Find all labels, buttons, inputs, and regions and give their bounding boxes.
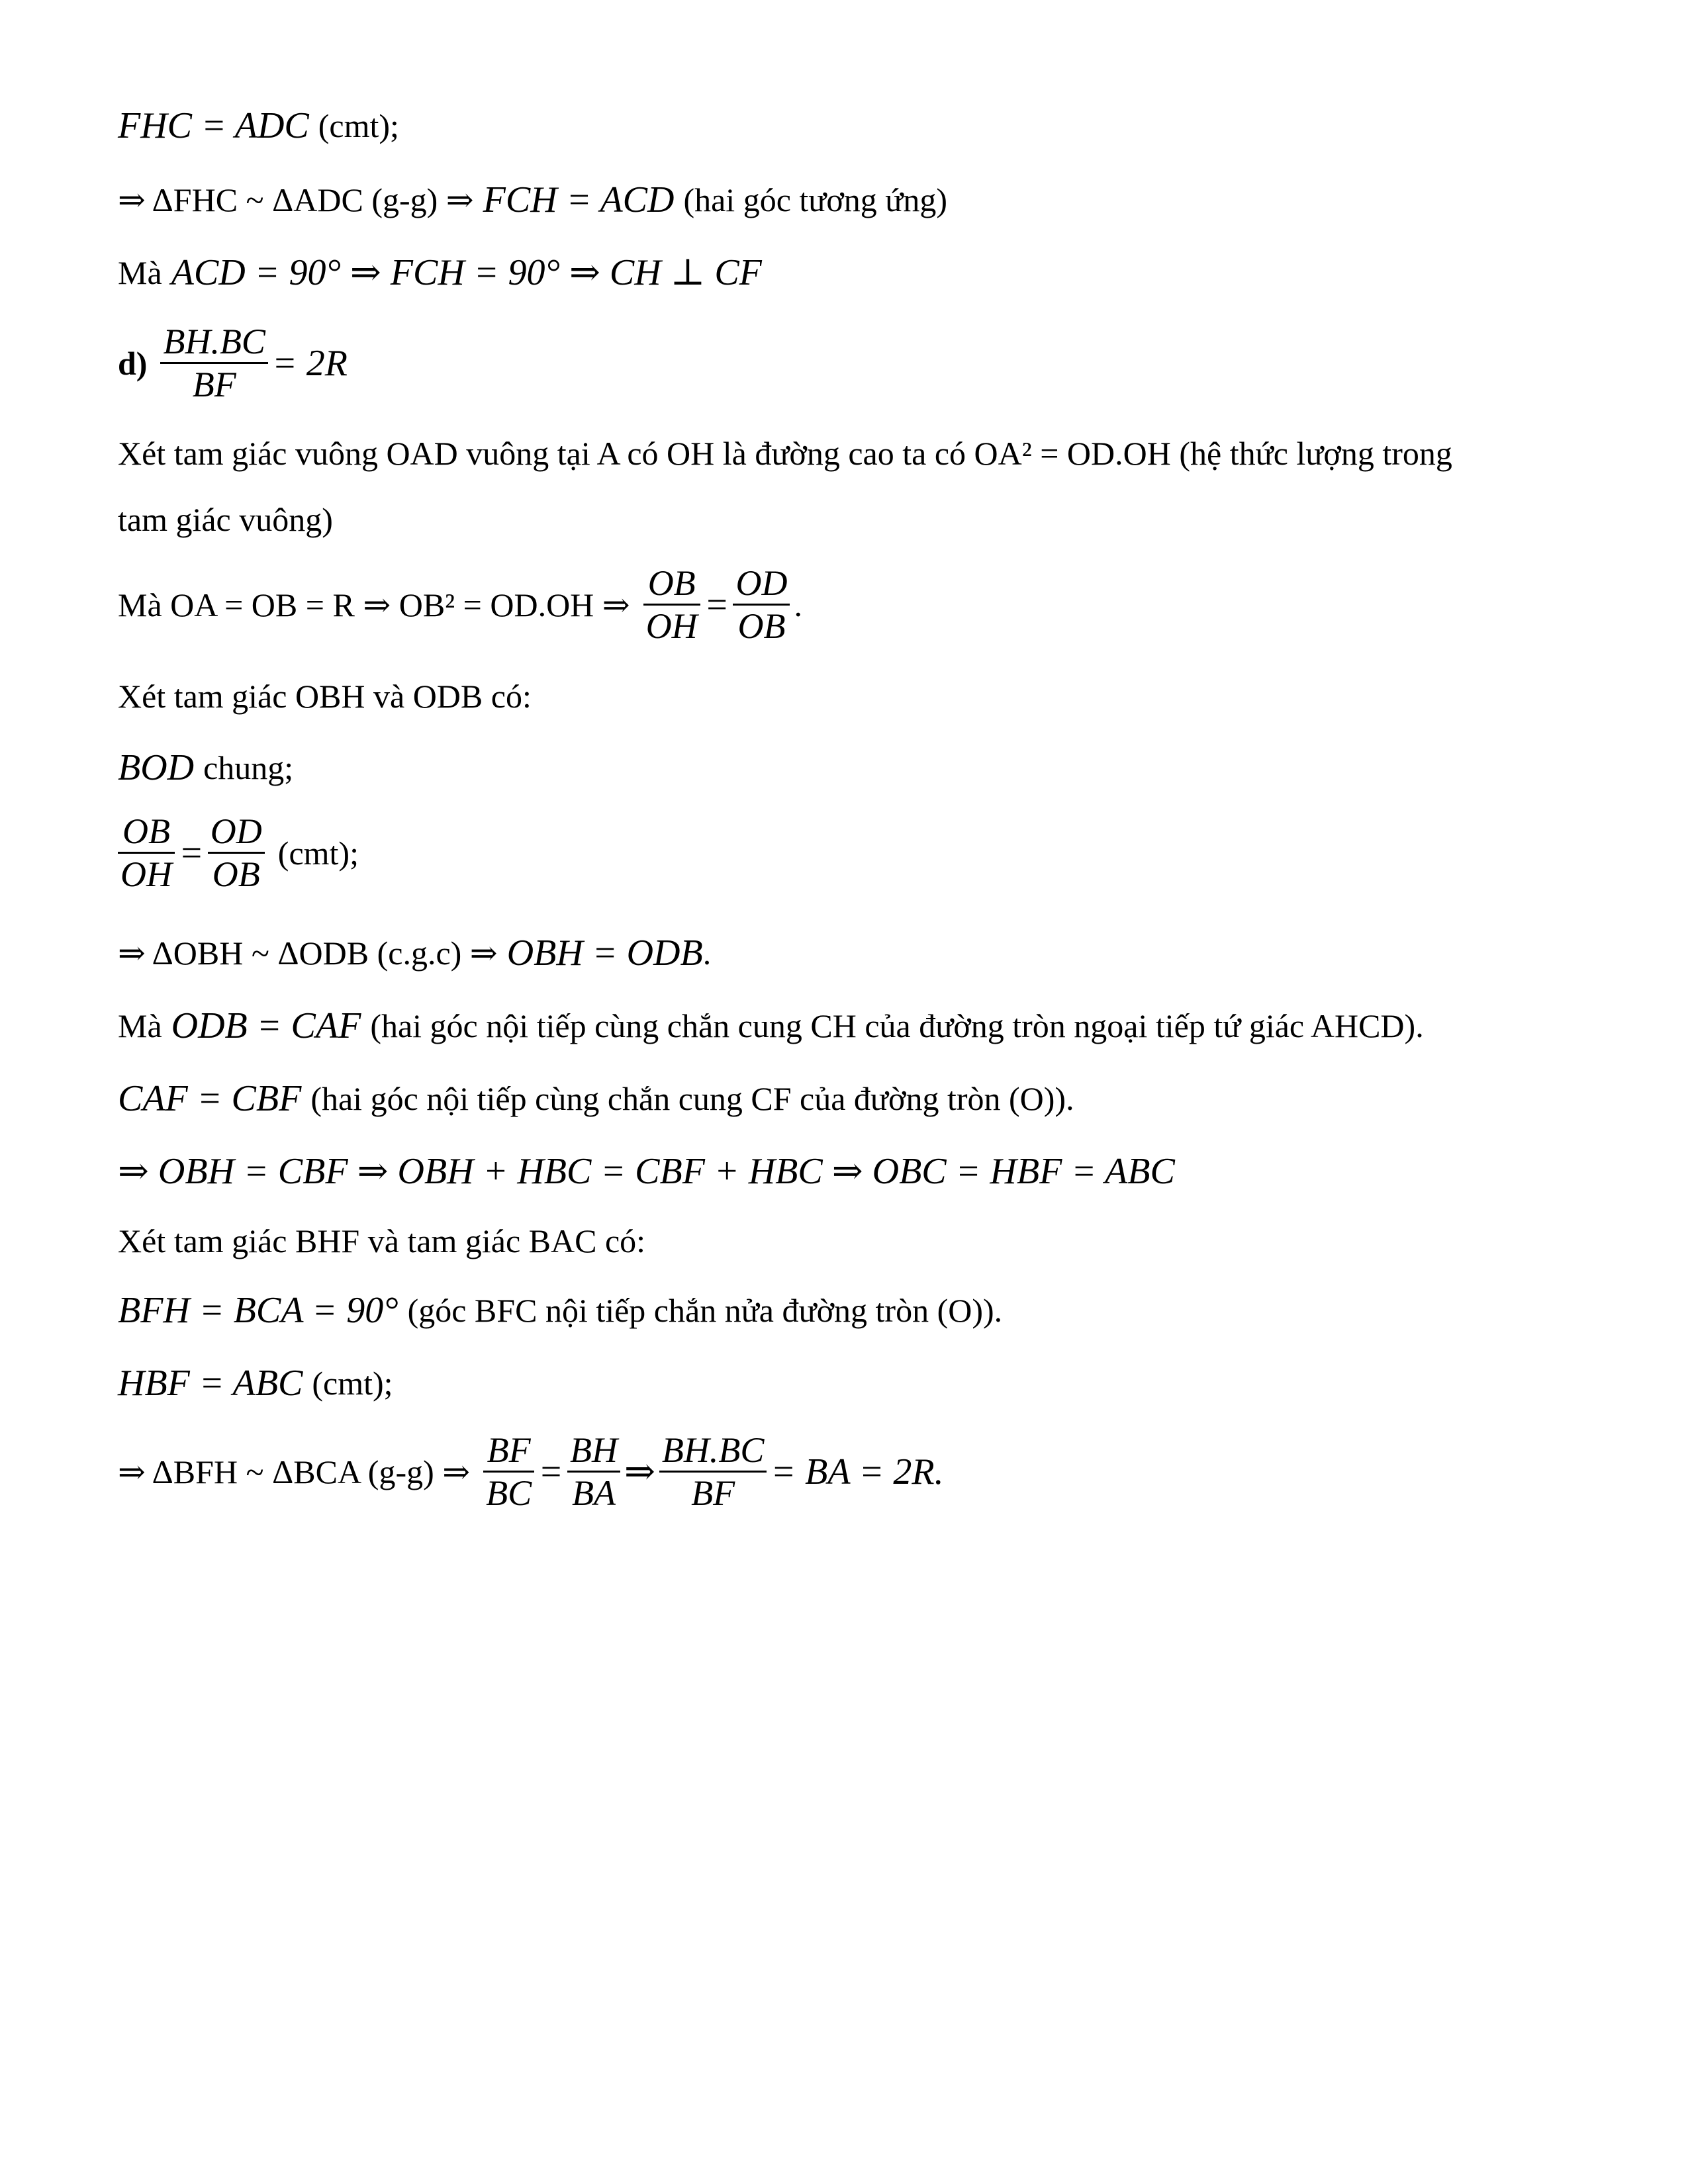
denominator: OB <box>737 606 786 646</box>
period: . <box>702 934 712 972</box>
text: ⇒ ΔBFH ~ ΔBCA (g-g) ⇒ <box>118 1453 471 1490</box>
text: Xét tam giác vuông OAD vuông tại A có OH là đường cao ta có OA² = OD.OH (hệ thức lượng trong <box>118 435 1452 472</box>
numerator: BH <box>569 1430 618 1470</box>
line-11 <box>118 933 711 973</box>
line-10 <box>118 811 359 895</box>
math-expression: BOD <box>118 747 195 788</box>
line-4 <box>118 321 348 405</box>
text: (hai góc nội tiếp cùng chắn cung CF của đường tròn (O)). <box>310 1080 1074 1117</box>
text: tam giác vuông) <box>118 501 333 538</box>
numerator: BF <box>487 1430 531 1470</box>
text: (góc BFC nội tiếp chắn nửa đường tròn (O)). <box>407 1292 1003 1329</box>
numerator: OB <box>647 563 696 603</box>
line-7 <box>118 563 802 647</box>
text: Mà <box>118 1007 162 1044</box>
line-14 <box>118 1152 1175 1191</box>
equals-sign: = <box>538 1451 563 1492</box>
line-16 <box>118 1291 1002 1330</box>
implies-arrow: ⇒ <box>624 1451 655 1492</box>
numerator: BH.BC <box>163 322 265 361</box>
text: (cmt); <box>318 107 399 144</box>
numerator: BH.BC <box>661 1430 765 1470</box>
fraction <box>208 811 265 895</box>
denominator: BA <box>571 1473 616 1513</box>
text: ⇒ ΔOBH ~ ΔODB (c.g.c) ⇒ <box>118 934 498 972</box>
fraction <box>118 811 175 895</box>
fraction <box>160 321 268 405</box>
text: (cmt); <box>312 1365 393 1402</box>
denominator: BC <box>486 1473 532 1513</box>
numerator: OD <box>210 811 262 851</box>
line-13 <box>118 1079 1074 1118</box>
text: Mà OA = OB = R ⇒ OB² = OD.OH ⇒ <box>118 586 630 623</box>
line-2 <box>118 180 947 220</box>
text: Mà <box>118 254 162 291</box>
line-9 <box>118 748 293 788</box>
line-6 <box>118 500 333 539</box>
math-expression: OBH = ODB <box>506 933 703 974</box>
equals-sign: = <box>704 584 729 625</box>
fraction <box>567 1430 620 1514</box>
denominator: BF <box>691 1473 735 1513</box>
numerator: OB <box>122 811 170 851</box>
denominator: BF <box>192 365 236 404</box>
line-3 <box>118 253 762 293</box>
math-expression: BFH = BCA = 90° <box>118 1290 399 1331</box>
math-expression: = BA = 2R. <box>771 1451 944 1492</box>
math-expression: FCH = ACD <box>483 179 675 220</box>
text: (hai góc nội tiếp cùng chắn cung CH của đường tròn ngoại tiếp tứ giác AHCD). <box>370 1007 1424 1044</box>
fraction <box>659 1430 767 1514</box>
line-17 <box>118 1363 393 1403</box>
line-15 <box>118 1221 645 1261</box>
denominator: OH <box>120 854 172 894</box>
line-1 <box>118 106 399 146</box>
denominator: OB <box>212 854 260 894</box>
text: Xét tam giác BHF và tam giác BAC có: <box>118 1222 646 1259</box>
text: (cmt); <box>277 834 359 872</box>
math-expression: FHC = ADC <box>118 105 309 146</box>
math-expression: ACD = 90° ⇒ FCH = 90° ⇒ CH ⊥ CF <box>171 252 762 293</box>
equals-sign: = <box>179 832 204 874</box>
math-expression: ODB = CAF <box>171 1005 361 1046</box>
line-8 <box>118 676 532 716</box>
text: (hai góc tương ứng) <box>683 181 948 218</box>
text: ⇒ ΔFHC ~ ΔADC (g-g) ⇒ <box>118 181 474 218</box>
text: Xét tam giác OBH và ODB có: <box>118 678 532 715</box>
fraction <box>733 563 790 647</box>
math-expression: CAF = CBF <box>118 1078 302 1119</box>
math-expression: ⇒ OBH = CBF ⇒ OBH + HBC = CBF + HBC ⇒ OBC = HBF = ABC <box>118 1151 1175 1192</box>
text: chung; <box>203 749 294 786</box>
numerator: OD <box>735 563 788 603</box>
denominator: OH <box>645 606 698 646</box>
part-label: d) <box>118 344 148 382</box>
line-12 <box>118 1006 1424 1046</box>
line-18 <box>118 1430 944 1514</box>
period: . <box>794 586 802 623</box>
line-5 <box>118 433 1452 473</box>
fraction <box>483 1430 534 1514</box>
fraction <box>643 563 700 647</box>
math-expression: = 2R <box>271 342 348 384</box>
math-expression: HBF = ABC <box>118 1363 303 1404</box>
